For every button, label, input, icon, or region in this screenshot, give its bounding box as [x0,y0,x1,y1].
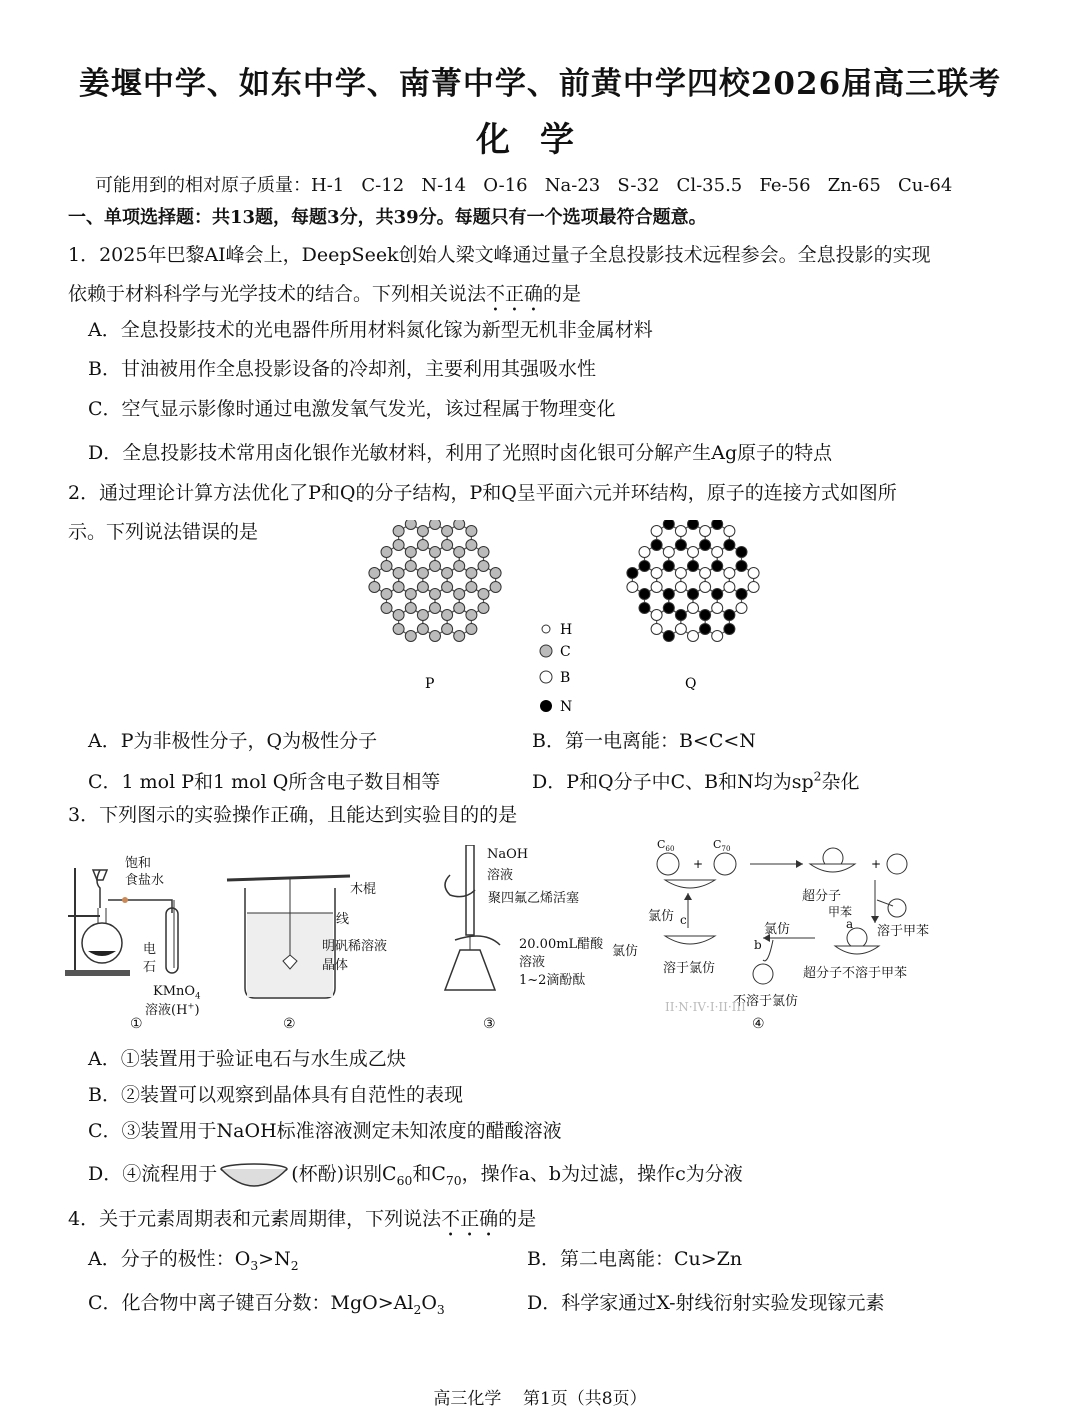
atom [369,582,380,593]
atom [712,547,723,558]
atom [700,568,711,579]
atom [712,520,723,530]
atom [724,540,735,551]
svg-text:+: + [693,857,704,871]
q2-stem-line1: 2．通过理论计算方法优化了P和Q的分子结构，P和Q呈平面六元并环结构，原子的连接方式如图所 [68,482,897,504]
atom [639,547,650,558]
atom [736,547,747,558]
atom [442,526,453,537]
fig3-label-phenol: 1~2滴酚酞 [519,973,586,988]
atom [651,568,662,579]
fig4-op-a: a [846,917,854,931]
atom [442,568,453,579]
legend-n: N [560,699,573,715]
atom [478,547,489,558]
fig4-label-c60-top: $C_{60}$ [657,838,675,854]
fig4-op-b: b [754,938,762,952]
fig1-label-carbide1: 电 [143,942,157,957]
fig4-label-toluene: 甲苯 [828,905,853,919]
legend-c: C [560,644,571,660]
atom [663,603,674,614]
atom [393,526,404,537]
atom [417,526,428,537]
atom [430,631,441,642]
q1-option-d: D．全息投影技术常用卤化银作光敏材料，利用了光照时卤化银可分解产生Ag原子的特点 [88,442,833,464]
atom [688,561,699,572]
legend-b: B [560,670,571,686]
atom [688,603,699,614]
fig2-label-solution: 明矾稀溶液 [322,939,388,954]
atom [724,526,735,537]
fig1-label-kmno4: KMnO$_4$ [153,984,201,1001]
atom [651,540,662,551]
fig4-label-c70-top: $C_{70}$ [713,838,731,854]
atom [700,624,711,635]
subject-title: 化学 [476,120,604,160]
atom [405,547,416,558]
fig1-label-brine1: 饱和 [125,856,152,871]
atom [724,568,735,579]
q2-option-d: D．P和Q分子中C、B和N均为$sp^2$杂化 [532,769,860,793]
atom [405,631,416,642]
atom [442,582,453,593]
atom [442,610,453,621]
atom [663,589,674,600]
fig2-label-stick: 木棍 [350,882,377,897]
atom [430,589,441,600]
molecule-p [369,520,501,642]
fig4-calixarene-flow [645,828,950,1008]
atom [454,561,465,572]
atom [466,582,477,593]
q3-stem: 3．下列图示的实验操作正确，且能达到实验目的的是 [68,804,518,826]
atom [675,582,686,593]
fig1-label-carbide2: 石 [143,960,157,975]
atom [478,561,489,572]
atom [724,582,735,593]
atom [417,582,428,593]
q3-option-a: A．①装置用于验证电石与水生成乙炔 [88,1048,406,1070]
atom [663,561,674,572]
fig3-number: ③ [483,1016,496,1032]
atom [454,547,465,558]
atom [688,631,699,642]
fig3-label-solution2: 溶液 [519,955,546,970]
q2-option-b: B．第一电离能：B<C<N [532,730,756,752]
fig4-label-supramolecule: 超分子 [802,889,842,904]
q4-option-d: D．科学家通过X-射线衍射实验发现镓元素 [527,1292,885,1314]
q4-option-c: C．化合物中离子键百分数：$MgO>Al_2O_3$ [88,1292,445,1317]
atom [736,589,747,600]
atom [651,526,662,537]
atom [405,603,416,614]
atom [405,589,416,600]
atom [700,610,711,621]
atom [748,568,759,579]
atom [417,568,428,579]
molecule-q [627,520,759,642]
atom [639,561,650,572]
atom [688,589,699,600]
atom [393,582,404,593]
atom [675,526,686,537]
legend-b-marker [540,671,552,683]
q2-option-c: C．1 mol P和1 mol Q所含电子数目相等 [88,771,441,793]
atom [393,624,404,635]
atom [712,561,723,572]
fig4-label-dissolve-chloroform: 溶于氯仿 [663,961,716,976]
q1-option-b: B．甘油被用作全息投影设备的冷却剂，主要利用其强吸水性 [88,358,596,380]
q1-option-a: A．全息投影技术的光电器件所用材料氮化镓为新型无机非金属材料 [88,319,653,341]
fig4-label-chloroform1: 氯仿 [648,909,675,924]
legend [540,622,572,715]
atom [454,589,465,600]
fig3-label-stopcock: 聚四氟乙烯活塞 [488,891,580,906]
exam-title: 姜堰中学、如东中学、南菁中学、前黄中学四校2026届高三联考 [78,66,1002,102]
fig4-label-insoluble-chloroform: 不溶于氯仿 [733,994,799,1009]
q2-stem-line2: 示。下列说法错误的是 [68,521,259,543]
fig3-label-solution: 溶液 [487,868,514,883]
atom [712,589,723,600]
atom [724,624,735,635]
atom [627,582,638,593]
atom [675,610,686,621]
q1-stem-line2: 依赖于材料科学与光学技术的结合。下列相关说法不正确的是 [68,283,582,305]
fig4-label-chloroform3: 氯仿 [612,944,639,959]
fig2-number: ② [283,1016,296,1032]
atom [381,547,392,558]
atom [627,568,638,579]
atom [369,568,380,579]
atom [651,582,662,593]
q4-option-a: A．分子的极性：$O_3>N_2$ [88,1248,299,1273]
atom [478,589,489,600]
q1-stem-line1: 1．2025年巴黎AI峰会上，DeepSeek创始人梁文峰通过量子全息投影技术远程参会。全息投影的实现 [68,244,931,266]
atom [454,603,465,614]
legend-h-marker [542,625,550,633]
atom [675,568,686,579]
fig1-label-acid: 溶液(H+) [145,1000,200,1018]
atom [490,582,501,593]
atom [417,624,428,635]
atom [712,631,723,642]
fig4-label-chloroform2: 氯仿 [764,922,791,937]
q4-stem: 4．关于元素周期表和元素周期律，下列说法不正确的是 [68,1208,537,1230]
atom [675,624,686,635]
q3-option-b: B．②装置可以观察到晶体具有自范性的表现 [88,1084,463,1106]
atom [466,526,477,537]
fig2-label-crystal: 晶体 [322,958,349,973]
atom [712,603,723,614]
fig1-label-brine2: 食盐水 [125,873,165,888]
fig4-watermark: II·N·IV·I·II·III [665,1000,746,1014]
atom [700,582,711,593]
atomic-masses: 可能用到的相对原子质量：H-1 C-12 N-14 O-16 Na-23 S-32 Cl-35.5 Fe-56 Zn-65 Cu-64 [95,175,953,196]
fig3-label-acetic: 20.00mL醋酸 [519,937,604,952]
atom [454,631,465,642]
section-heading: 一、单项选择题：共13题，每题3分，共39分。每题只有一个选项最符合题意。 [68,207,707,228]
atom [405,520,416,530]
atom [442,540,453,551]
fig2-label-thread: 线 [336,912,350,927]
atom [490,568,501,579]
atom [688,547,699,558]
fig4-label-dissolve-toluene: 溶于甲苯 [877,924,930,939]
atom [405,561,416,572]
legend-h: H [560,622,573,638]
page-footer: 高三化学 第1页（共8页） [433,1389,647,1409]
label-p: P [425,676,435,692]
atom [393,610,404,621]
atom [442,624,453,635]
atom [639,589,650,600]
atom [466,624,477,635]
fig4-label-insoluble-toluene: 超分子不溶于甲苯 [803,966,908,981]
atom [748,582,759,593]
atom [454,520,465,530]
atom [651,610,662,621]
atom [736,603,747,614]
atom [700,526,711,537]
svg-text:+: + [871,857,882,871]
atom [724,610,735,621]
atom [663,631,674,642]
atom [663,520,674,530]
atom [700,540,711,551]
fig1-number: ① [130,1016,143,1032]
atom [466,568,477,579]
atom [430,561,441,572]
q2-molecule-figure [355,520,775,720]
atom [736,561,747,572]
atom [393,540,404,551]
atom [430,520,441,530]
calixarene-bowl-icon [219,1163,289,1187]
fig3-label-naoh: NaOH [487,847,529,862]
atom [478,603,489,614]
atom [393,568,404,579]
atom [639,603,650,614]
legend-c-marker [540,645,552,657]
atom [688,520,699,530]
q2-option-a: A．P为非极性分子，Q为极性分子 [88,730,378,752]
q4-option-b: B．第二电离能：Cu>Zn [527,1248,743,1270]
atom [675,540,686,551]
atom [651,624,662,635]
q1-option-c: C．空气显示影像时通过电激发氧气发光，该过程属于物理变化 [88,398,616,420]
atom [417,610,428,621]
fig4-number: ④ [752,1016,765,1032]
q3-option-d: D．④流程用于 (杯酚)识别$C_{60}$和$C_{70}$，操作a、b为过滤，操作c为分液 [88,1163,743,1188]
fig4-op-c: c [680,913,687,927]
legend-n-marker [540,700,552,712]
atom [430,603,441,614]
atom [381,589,392,600]
atom [466,610,477,621]
atom [381,603,392,614]
atom [417,540,428,551]
atom [663,547,674,558]
atom [381,561,392,572]
atom [430,547,441,558]
atom [466,540,477,551]
label-q: Q [685,676,697,692]
q3-option-c: C．③装置用于NaOH标准溶液测定未知浓度的醋酸溶液 [88,1120,562,1142]
